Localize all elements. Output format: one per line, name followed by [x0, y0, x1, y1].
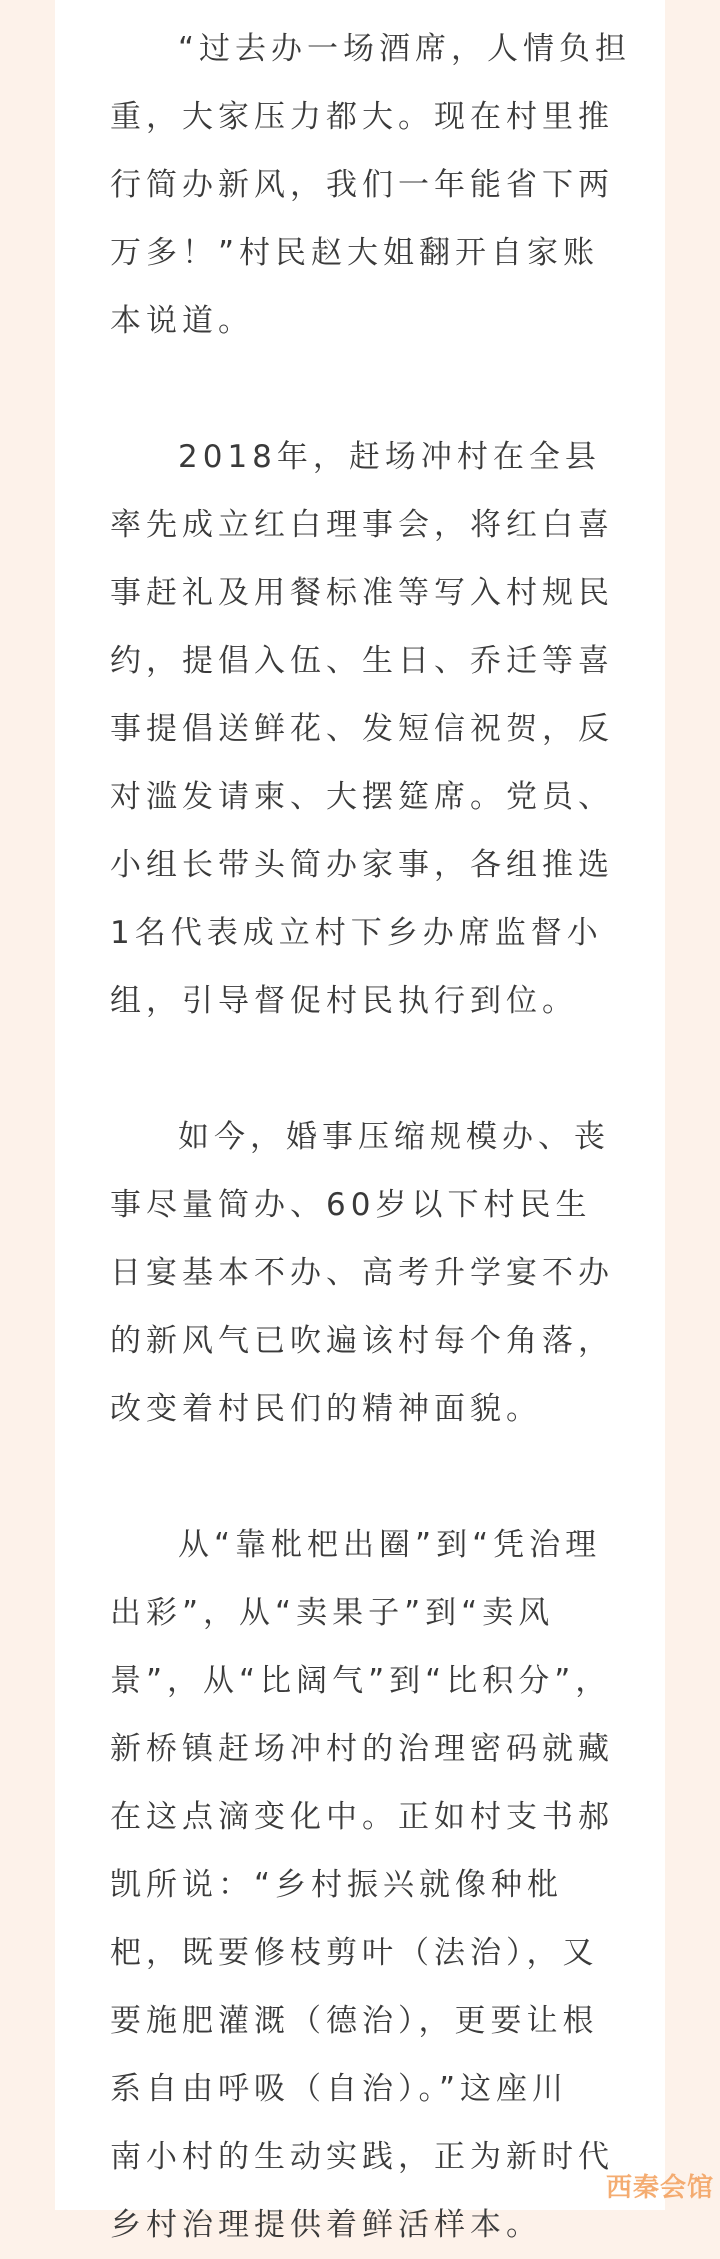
watermark-logo: 西秦会馆	[605, 2173, 714, 2203]
article-paragraph-4: 从“靠枇杷出圈”到“凭治理 出彩”，从“卖果子”到“卖风 景”，从“比阔气”到“比积分”， 新桥镇赶场冲村的治理密码就藏 在这点滴变化中。正如村支书郝 凯所说：“乡村振兴就像种枇 杷，既要修枝剪叶（法治），又 要施肥灌溉（德治），更要让根 系自由呼吸（自治）。”这座川 南小村的生动实践，正为新时代 乡村治理提供着鲜活样本。	[110, 1527, 614, 2243]
article-paragraph-1: “过去办一场酒席，人情负担 重，大家压力都大。现在村里推 行简办新风，我们一年能省下两 万多！”村民赵大姐翻开自家账 本说道。	[110, 31, 632, 339]
article-body	[110, 15, 670, 2259]
article-paragraph-2: 2018年，赶场冲村在全县 率先成立红白理事会，将红白喜 事赶礼及用餐标准等写入村规民 约，提倡入伍、生日、乔迁等喜 事提倡送鲜花、发短信祝贺，反 对滥发请柬、大摆筵席。党员、 小组长带头简办家事，各组推选 1名代表成立村下乡办席监督小 组，引导督促村民执行到位。	[110, 439, 614, 1019]
article-paragraph-3: 如今，婚事压缩规模办、丧 事尽量简办、60岁以下村民生 日宴基本不办、高考升学宴不办 的新风气已吹遍该村每个角落， 改变着村民们的精神面貌。	[110, 1119, 614, 1427]
article-page	[55, 0, 665, 2243]
